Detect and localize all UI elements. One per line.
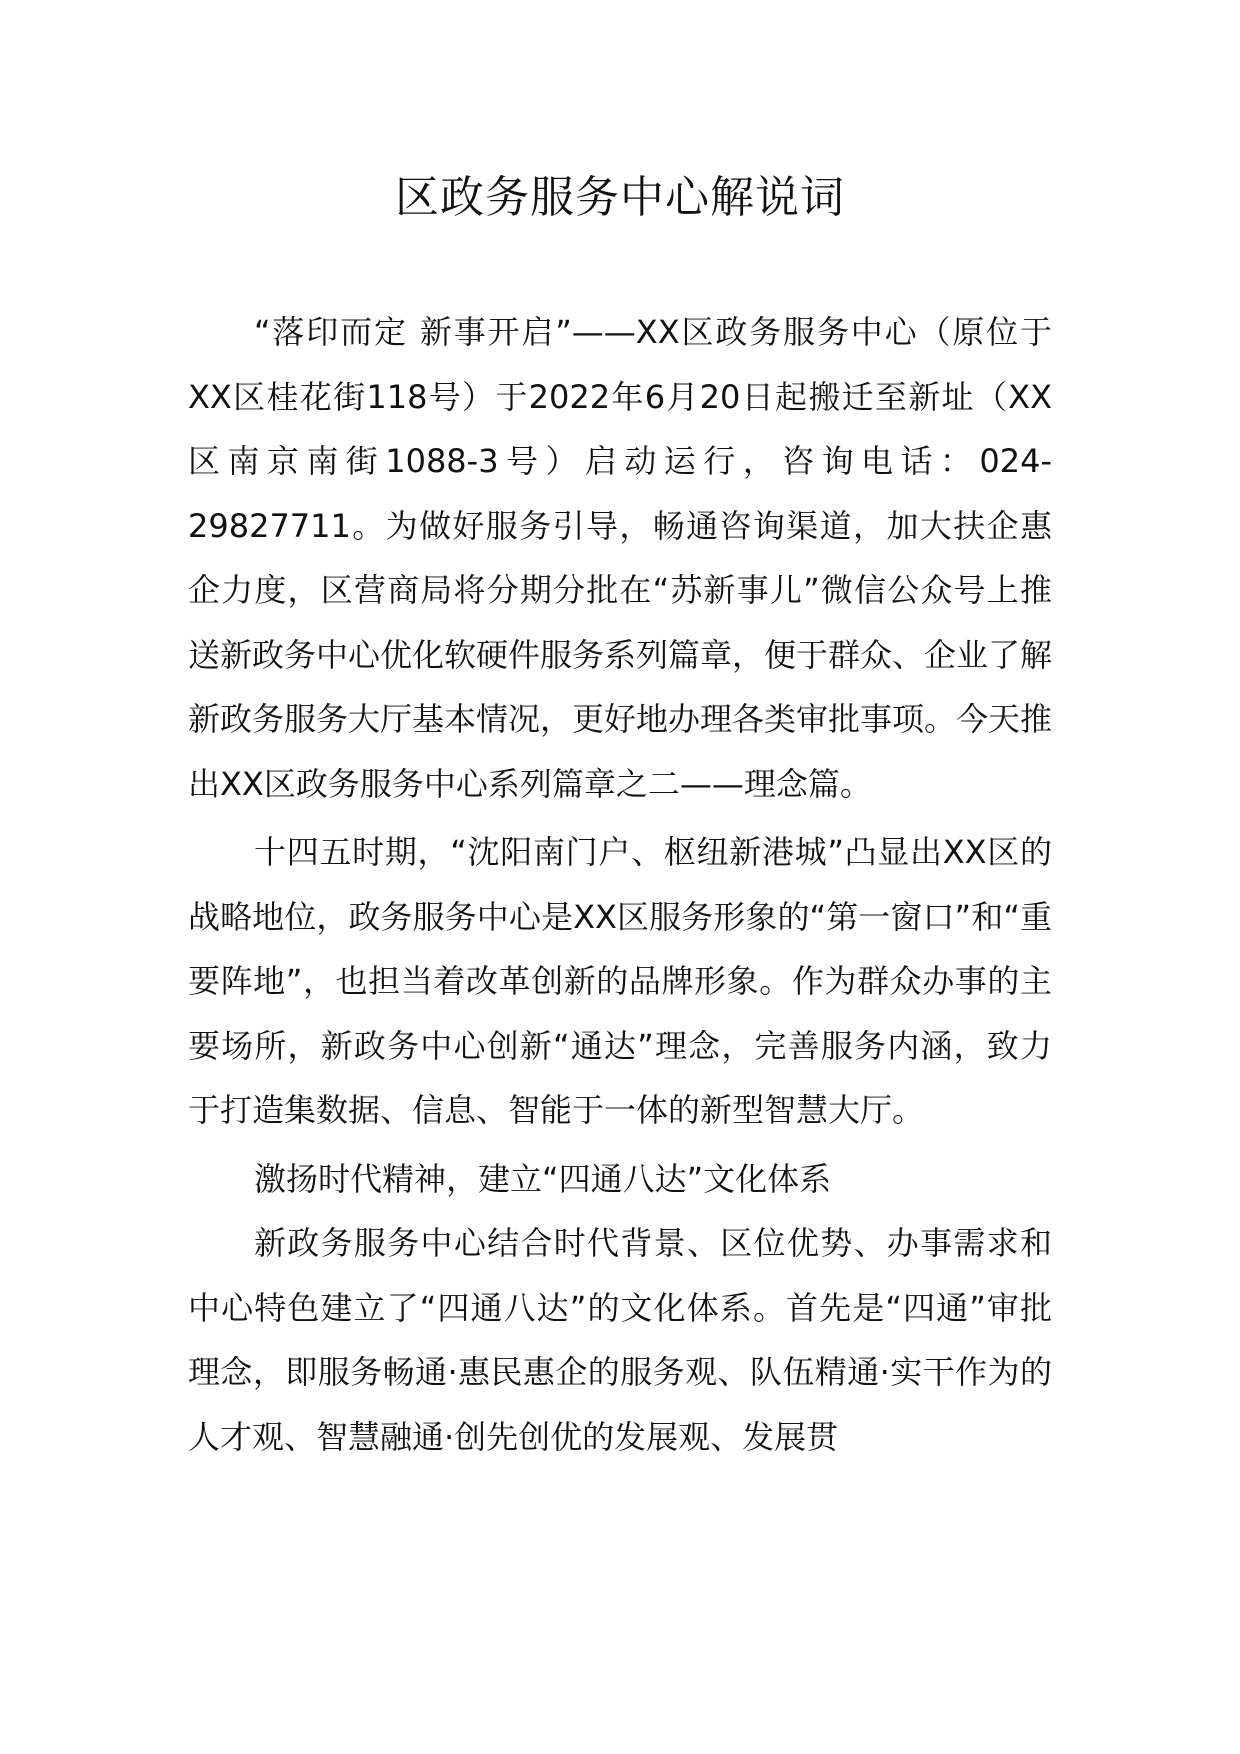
document-body	[188, 300, 1052, 1473]
paragraph-culture-system: 新政务服务中心结合时代背景、区位优势、办事需求和中心特色建立了“四通八达”的文化体系。首先是“四通”审批理念，即服务畅通·惠民惠企的服务观、队伍精通·实干作为的人才观、智慧融通·创先创优的发展观、发展贯	[188, 1224, 1052, 1456]
paragraph-relocation-notice: “落印而定 新事开启”——XX区政务服务中心（原位于XX区桂花街118号）于2022年6月20日起搬迁至新址（XX区南京南街1088-3号）启动运行，咨询电话：024-29827711。为做好服务引导，畅通咨询渠道，加大扶企惠企力度，区营商局将分期分批在“苏新事儿”微信公众号上推送新政务中心优化软硬件服务系列篇章，便于群众、企业了解新政务服务大厅基本情况，更好地办理各类审批事项。今天推出XX区政务服务中心系列篇章之二——理念篇。	[188, 313, 1053, 803]
document-title: 区政务服务中心解说词	[395, 172, 845, 223]
paragraph-strategic-position: 十四五时期，“沈阳南门户、枢纽新港城”凸显出XX区的战略地位，政务服务中心是XX区服务形象的“第一窗口”和“重要阵地”，也担当着改革创新的品牌形象。作为群众办事的主要场所，新政务中心创新“通达”理念，完善服务内涵，致力于打造集数据、信息、智能于一体的新型智慧大厅。	[188, 833, 1052, 1129]
section-heading: 激扬时代精神，建立“四通八达”文化体系	[254, 1159, 832, 1198]
